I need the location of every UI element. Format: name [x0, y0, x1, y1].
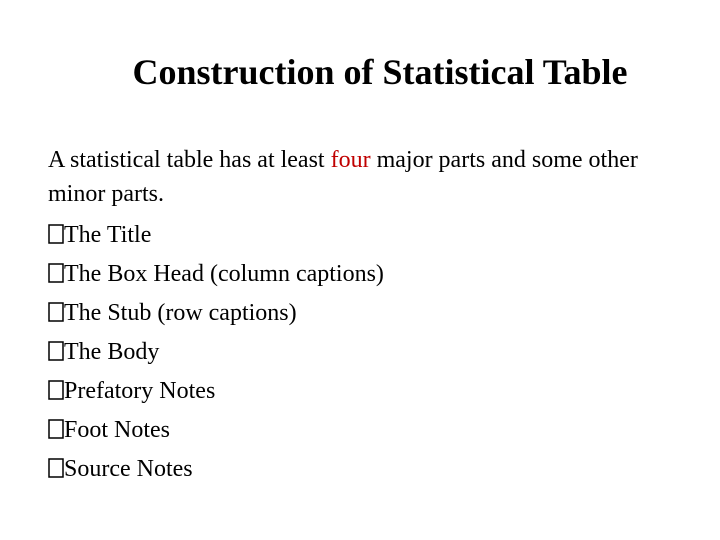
replacement-char-icon: [48, 301, 64, 323]
intro-highlight: four: [330, 147, 371, 173]
list-item-label: The Title: [64, 222, 152, 248]
list-item: [48, 411, 688, 450]
intro-text-after: major parts and some other minor parts.: [48, 147, 638, 207]
replacement-char-icon: [48, 340, 64, 362]
intro-paragraph: [48, 143, 688, 211]
list-item: [48, 255, 688, 294]
list-item: [48, 294, 688, 333]
list-item-label: The Stub (row captions): [64, 300, 297, 326]
list-item: [48, 372, 688, 411]
bullet-list: [48, 216, 688, 489]
list-item-label: The Box Head (column captions): [64, 261, 384, 287]
list-item-label: The Body: [64, 339, 160, 365]
list-item-label: Prefatory Notes: [64, 378, 216, 404]
list-item: [48, 450, 688, 489]
intro-text-before: A statistical table has at least: [48, 147, 331, 173]
list-item: [48, 333, 688, 372]
list-item-label: Foot Notes: [64, 417, 171, 443]
replacement-char-icon: [48, 418, 64, 440]
replacement-char-icon: [48, 379, 64, 401]
slide-body: [48, 143, 688, 489]
replacement-char-icon: [48, 457, 64, 479]
slide-title: Construction of Statistical Table: [132, 52, 628, 92]
list-item: [48, 216, 688, 255]
list-item-label: Source Notes: [64, 456, 193, 482]
replacement-char-icon: [48, 262, 64, 284]
replacement-char-icon: [48, 223, 64, 245]
